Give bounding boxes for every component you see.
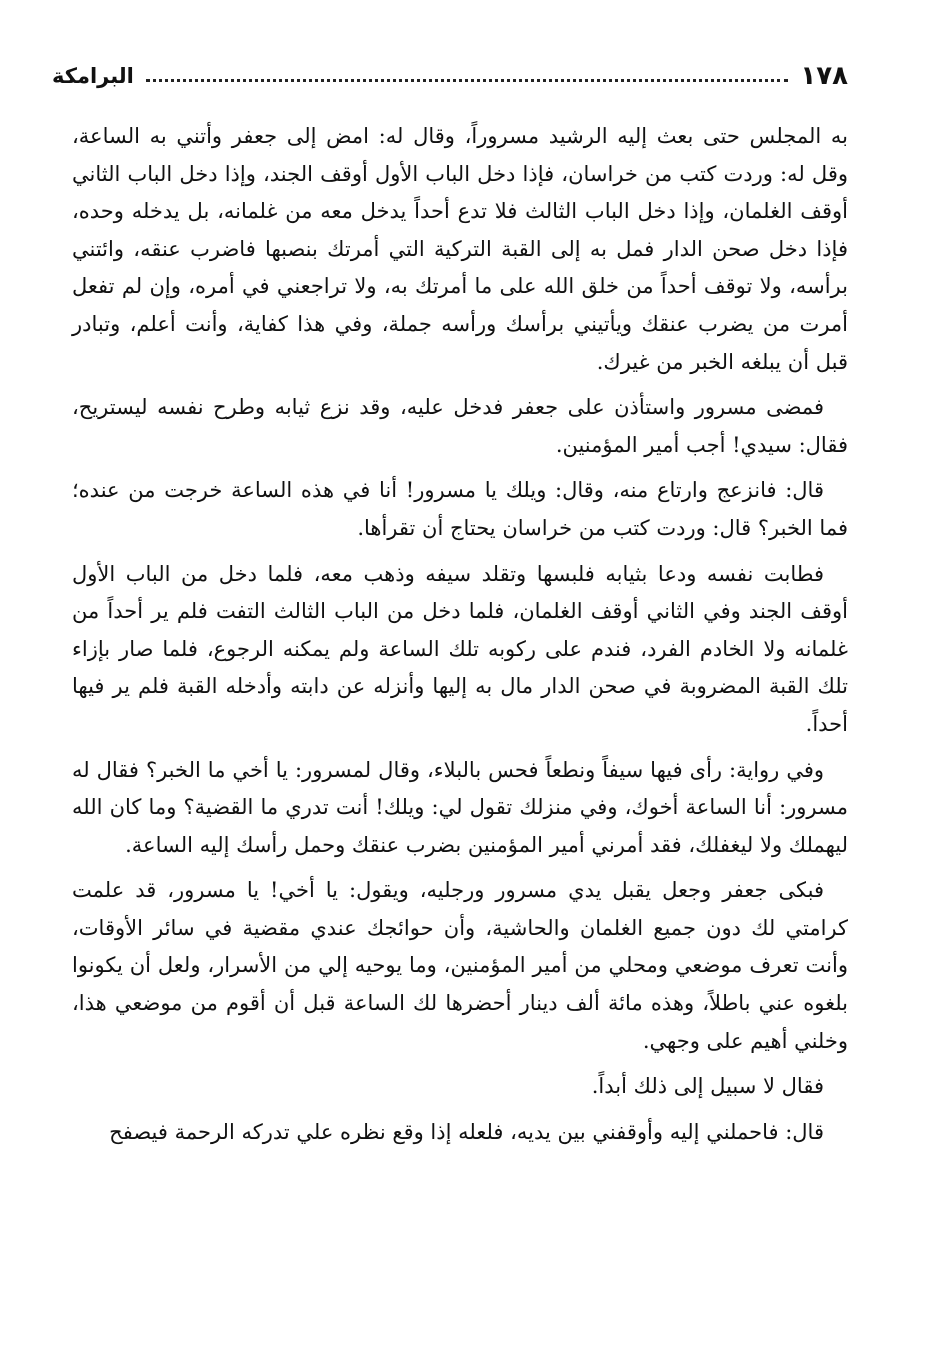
body-text [72,118,848,1159]
running-title: البرامكة [52,64,134,88]
paragraph: فقال لا سبيل إلى ذلك أبداً. [591,1074,824,1099]
paragraph: فبكى جعفر وجعل يقبل يدي مسرور ورجليه، ويقول: يا أخي! يا مسرور، قد علمت كرامتي لك دون جميع الغلمان والحاشية، وأن حوائجك عندي مقضية في سائر الأوقات، وأنت تعرف موضعي ومحلي من أمير المؤمنين، وما يوحيه إلي من الأسرار، ولعل أن يكونوا بلغوه عني باطلاً، وهذه مائة ألف دينار أحضرها لك الساعة قبل أن أقوم من موضعي هذا، وخلني أهيم على وجهي. [72,878,848,1053]
paragraph: قال: فاحملني إليه وأوقفني بين يديه، فلعله إذا وقع نظره علي تدركه الرحمة فيصفح [109,1119,824,1144]
page-header [52,56,848,96]
paragraph: فمضى مسرور واستأذن على جعفر فدخل عليه، وقد نزع ثيابه وطرح نفسه ليستريح، فقال: سيدي! أجب أمير المؤمنين. [72,395,848,457]
paragraph: به المجلس حتى بعث إليه الرشيد مسروراً، وقال له: امض إلى جعفر وأتني به الساعة، وقل له: وردت كتب من خراسان، فإذا دخل الباب الأول أوقف الجند، وإذا دخل الباب الثاني أوقف الغلمان، وإذا دخل الباب الثالث فلا تدع أحداً يدخل معه من غلمانه، بل يدخله وحده، فإذا دخل صحن الدار فمل به إلى القبة التركية التي أمرتك بنصبها فاضرب عنقه، وائتني برأسه، ولا توقف أحداً من خلق الله على ما أمرتك به، ولا تراجعني في أمره، وإن لم تفعل أمرت من يضرب عنقك ويأتيني برأسك ورأسه جملة، وفي هذا كفاية، وأنت أعلم، وتبادر قبل أن يبلغه الخبر من غيرك. [72,124,848,374]
paragraph: فطابت نفسه ودعا بثيابه فلبسها وتقلد سيفه وذهب معه، فلما دخل من الباب الأول أوقف الجند وفي الثاني أوقف الغلمان، فلما دخل من الباب الثالث التفت فلم ير أحداً من غلمانه ولا الخادم الفرد، فندم على ركوبه تلك الساعة ولم يمكنه الرجوع، فلما صار بإزاء تلك القبة المضروبة في صحن الدار مال به إليها وأنزله عن دابته وأدخله القبة فلم ير فيها أحداً. [72,561,848,736]
paragraph: وفي رواية: رأى فيها سيفاً ونطعاً فحس بالبلاء، وقال لمسرور: يا أخي ما الخبر؟ فقال له مسرور: أنا الساعة أخوك، وفي منزلك تقول لي: ويلك! أنت تدري ما القضية؟ وما كان الله ليهملك ولا ليغفلك، فقد أمرني أمير المؤمنين بضرب عنقك وحمل رأسك إليه الساعة. [72,757,848,857]
dotted-leader [146,79,789,82]
page-number: ١٧٨ [800,61,848,91]
paragraph: قال: فانزعج وارتاع منه، وقال: ويلك يا مسرور! أنا في هذه الساعة خرجت من عنده؛ فما الخبر؟ قال: وردت كتب من خراسان يحتاج أن تقرأها. [72,478,848,540]
